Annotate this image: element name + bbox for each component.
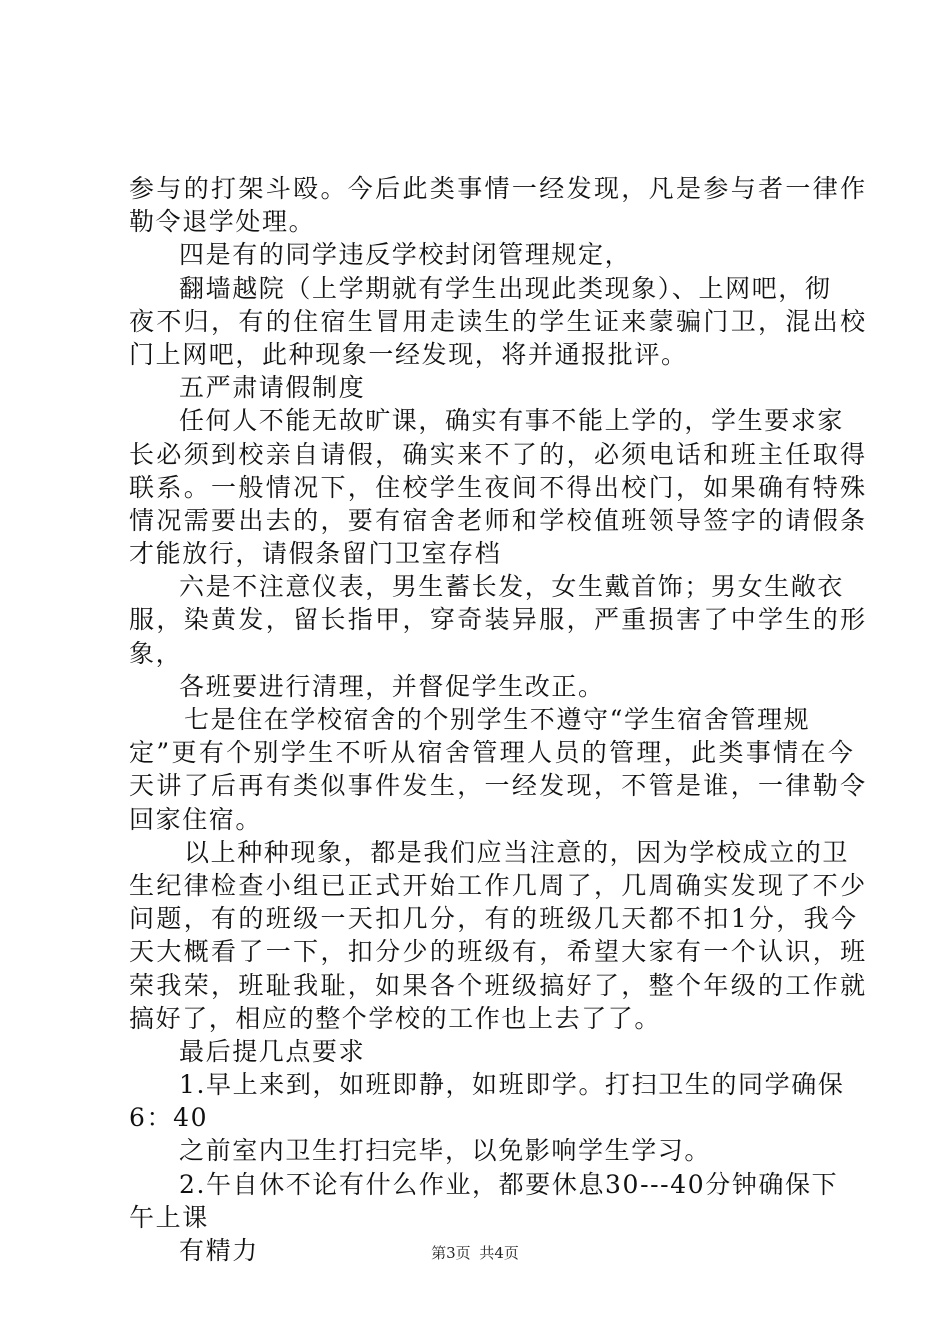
section-heading: 五严肃请假制度 [179, 373, 366, 403]
page-footer [0, 1243, 950, 1263]
text-line: 任何人不能无故旷课，确实有事不能上学的，学生要求家 [179, 406, 845, 436]
text-line: 定”更有个别学生不听从宿舍管理人员的管理，此类事情在今 [129, 738, 856, 768]
text-line: 6：40 [129, 1103, 209, 1133]
text-line: 情况需要出去的，要有宿舍老师和学校值班领导签字的请假条 [129, 505, 868, 535]
text-line: 之前室内卫生打扫完毕，以免影响学生学习。 [179, 1136, 712, 1166]
text-line: 才能放行，请假条留门卫室存档 [129, 539, 502, 569]
text-line: 回家住宿。 [129, 804, 263, 834]
document-body [129, 172, 868, 1267]
text-line: 问题，有的班级一天扣几分，有的班级几天都不扣1分，我今 [129, 904, 859, 934]
text-line: 七是住在学校宿舍的个别学生不遵守“学生宿舍管理规 [184, 705, 811, 734]
page-number: 第3页 [431, 1244, 471, 1262]
text-line: 以上种种现象，都是我们应当注意的，因为学校成立的卫 [184, 837, 850, 867]
section-heading: 最后提几点要求 [179, 1036, 366, 1066]
text-line: 象， [129, 638, 183, 668]
text-line: 有精力 [179, 1236, 259, 1265]
text-line: 参与的打架斗殴。今后此类事情一经发现，凡是参与者一律作 [129, 174, 868, 203]
text-line: 生纪律检查小组已正式开始工作几周了，几周确实发现了不少 [129, 870, 868, 900]
list-item: 1.早上来到，如班即静，如班即学。打扫卫生的同学确保 [179, 1070, 845, 1100]
text-line: 各班要进行清理，并督促学生改正。 [179, 671, 605, 701]
text-line: 荣我荣，班耻我耻，如果各个班级搞好了，整个年级的工作就 [129, 970, 868, 1000]
text-line: 服，染黄发，留长指甲，穿奇装异服，严重损害了中学生的形 [129, 605, 868, 635]
text-line: 勒令退学处理。 [129, 207, 316, 237]
text-line: 天大概看了一下，扣分少的班级有，希望大家有一个认识，班 [129, 937, 868, 967]
text-line: 搞好了，相应的整个学校的工作也上去了了。 [129, 1003, 662, 1033]
list-item: 2.午自休不论有什么作业，都要休息30---40分钟确保下 [179, 1169, 839, 1199]
text-line: 天讲了后再有类似事件发生，一经发现，不管是谁，一律勒令 [129, 771, 868, 801]
text-line: 翻墙越院（上学期就有学生出现此类现象）、上网吧，彻 [179, 273, 832, 303]
text-line: 午上课 [129, 1202, 209, 1232]
page-total: 共4页 [479, 1244, 519, 1262]
text-line: 长必须到校亲自请假，确实来不了的，必须电话和班主任取得 [129, 439, 868, 469]
text-line: 门上网吧，此种现象一经发现，将并通报批评。 [129, 339, 688, 369]
text-line: 六是不注意仪表，男生蓄长发，女生戴首饰；男女生敞衣 [179, 572, 845, 602]
text-line: 四是有的同学违反学校封闭管理规定， [179, 240, 632, 270]
text-line: 夜不归，有的住宿生冒用走读生的学生证来蒙骗门卫，混出校 [129, 306, 868, 336]
text-line: 联系。一般情况下，住校学生夜间不得出校门，如果确有特殊 [129, 472, 868, 502]
